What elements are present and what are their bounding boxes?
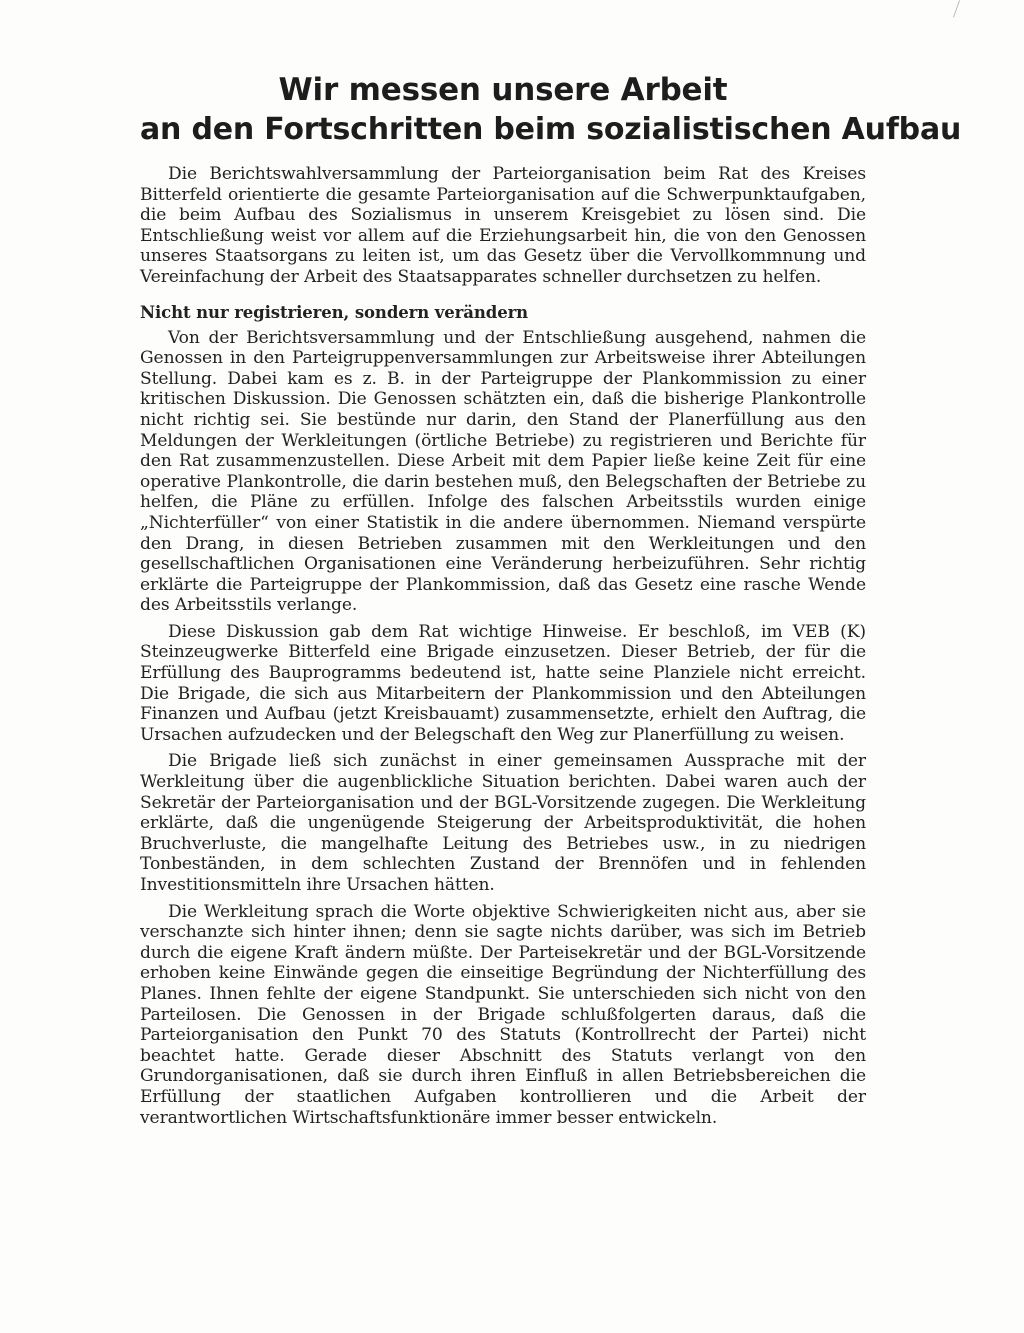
document-page (140, 70, 962, 1134)
body-paragraph-3: Die Brigade ließ sich zunächst in einer gemeinsamen Aussprache mit der Werkleitung über die augenblickliche Situation berichten. Dabei waren auch der Sekretär der Parteiorganisation und der BGL-Vorsitzende zugegen. Die Werkleitung erklärte, daß die ungenügende Steigerung der Arbeitsproduktivität, die hohen Bruchverluste, die mangelhafte Leitung des Betriebes usw., in zu niedrigen Tonbeständen, in dem schlechten Zustand der Brennöfen und in fehlenden Investitionsmitteln ihre Ursachen hätten. (140, 751, 866, 895)
body-paragraph-2: Diese Diskussion gab dem Rat wichtige Hinweise. Er beschloß, im VEB (K) Steinzeugwerke Bitterfeld eine Brigade einzusetzen. Dieser Betrieb, der für die Erfüllung des Bauprogramms bedeutend ist, hatte seine Planziele nicht erreicht. Die Brigade, die sich aus Mitarbeitern der Plankommission und den Abteilungen Finanzen und Aufbau (jetzt Kreisbauamt) zusammensetzte, erhielt den Auftrag, die Ursachen aufzudecken und der Belegschaft den Weg zur Planerfüllung zu weisen. (140, 621, 866, 745)
title-line-2: an den Fortschritten beim sozialistischen Aufbau (140, 112, 962, 147)
body-paragraph-4: Die Werkleitung sprach die Worte objektive Schwierigkeiten nicht aus, aber sie verschanzte sich hinter ihnen; denn sie sagte nichts darüber, was sich im Betrieb durch die eigene Kraft ändern müßte. Der Parteisekretär und der BGL-Vorsitzende erhoben keine Einwände gegen die einseitige Begründung der Nichterfüllung des Planes. Ihnen fehlte der eigene Standpunkt. Sie unterschieden sich nicht von den Parteilosen. Die Genossen in der Brigade schlußfolgerten daraus, daß die Parteiorganisation den Punkt 70 des Statuts (Kontrollrecht der Partei) nicht beachtet hatte. Gerade dieser Abschnitt des Statuts verlangt von den Grundorganisationen, daß sie durch ihren Einfluß in allen Betriebsbereichen die Erfüllung der staatlichen Aufgaben kontrollieren und die Arbeit der verantwortlichen Wirtschaftsfunktionäre immer besser entwickeln. (140, 901, 866, 1128)
body-paragraph-1: Von der Berichtsversammlung und der Entschließung ausgehend, nahmen die Genossen in den Parteigruppenversammlungen zur Arbeitsweise ihrer Abteilungen Stellung. Dabei kam es z. B. in der Parteigruppe der Plankommission zu einer kritischen Diskussion. Die Genossen schätzten ein, daß die bisherige Plankontrolle nicht richtig sei. Sie bestünde nur darin, den Stand der Planerfüllung aus den Meldungen der Werkleitungen (örtliche Betriebe) zu registrieren und Berichte für den Rat zusammenzustellen. Diese Arbeit mit dem Papier ließe keine Zeit für eine operative Plankontrolle, die darin bestehen muß, den Belegschaften der Betriebe zu helfen, die Pläne zu erfüllen. Infolge des falschen Arbeitsstils wurden einige „Nichterfüller“ von einer Statistik in die andere übernommen. Niemand verspürte den Drang, in diesen Betrieben zusammen mit den Werkleitungen und den gesellschaftlichen Organisationen eine Veränderung herbeizuführen. Sehr richtig erklärte die Parteigruppe der Plankommission, daß das Gesetz eine rasche Wende des Arbeitsstils verlange. (140, 327, 866, 616)
article-title (140, 70, 962, 150)
intro-paragraph: Die Berichtswahlversammlung der Parteiorganisation beim Rat des Kreises Bitterfeld orientierte die gesamte Parteiorganisation auf die Schwerpunktaufgaben, die beim Aufbau des Sozialismus in unserem Kreisgebiet zu lösen sind. Die Entschließung weist vor allem auf die Erziehungsarbeit hin, die von den Genossen unseres Staatsorgans zu leiten ist, um das Gesetz über die Vervollkommnung und Vereinfachung der Arbeit des Staatsapparates schneller durchsetzen zu helfen. (140, 164, 866, 287)
section-heading: Nicht nur registrieren, sondern verändern (140, 302, 529, 322)
margin-pencil-mark (953, 0, 961, 18)
title-line-1: Wir messen unsere Arbeit (278, 72, 728, 108)
